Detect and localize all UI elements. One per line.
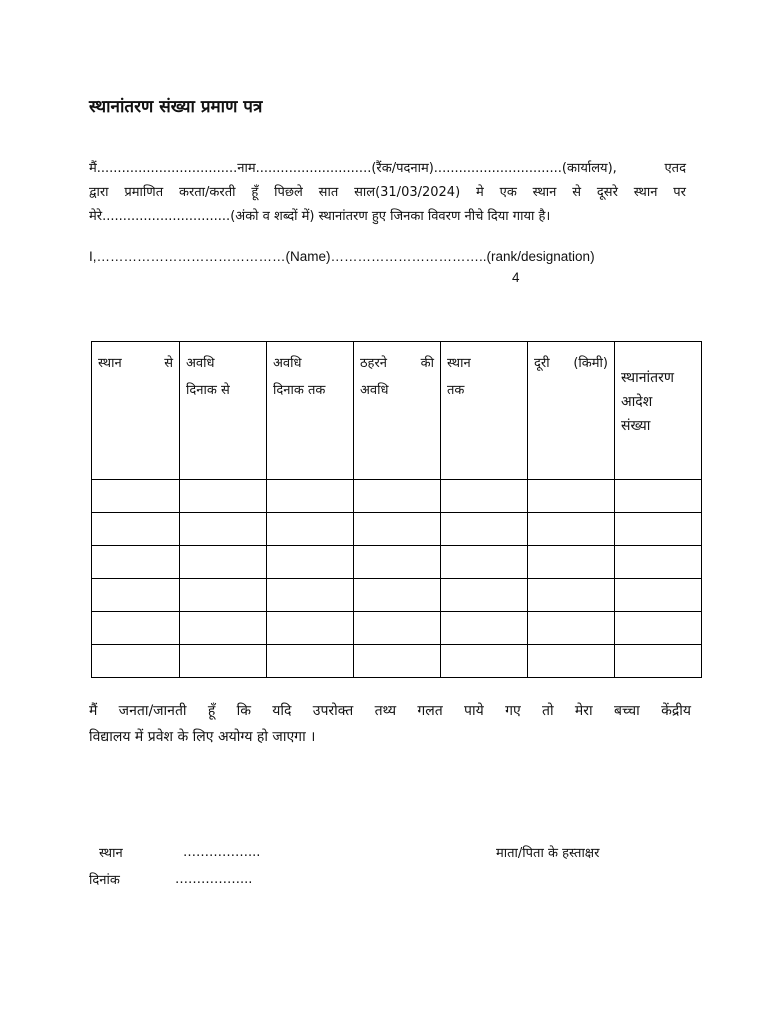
table-cell xyxy=(354,546,441,579)
table-cell xyxy=(180,645,267,678)
intro-line: मेरे...............................(अंको व शब्दों में) स्थानांतरण हुए जिनका विवरण नीचे दिया गाया है। xyxy=(89,209,551,224)
declaration-line: मैं जनता/जानती हूँ कि यदि उपरोक्त तथ्य गलत पाये गए तो मेरा बच्चा केंद्रीय xyxy=(89,703,691,719)
table-cell xyxy=(354,480,441,513)
table-cell xyxy=(354,513,441,546)
intro-english-line: I,……………………………………(Name)……………………………..(rank/designation) xyxy=(89,249,595,264)
table-cell xyxy=(441,546,528,579)
header-text: ठहरने की अवधि xyxy=(360,356,434,398)
header-text: दूरी (किमी) xyxy=(534,356,608,371)
table-cell xyxy=(615,612,702,645)
intro-line: द्वारा प्रमाणित करता/करती हूँ पिछले सात साल(31/03/2024) मे एक स्थान से दूसरे स्थान पर xyxy=(89,185,686,200)
header-distance xyxy=(528,342,615,480)
header-transfer-order-number xyxy=(615,342,702,480)
table-cell xyxy=(180,579,267,612)
header-text: स्थान से xyxy=(98,356,173,371)
table-cell xyxy=(528,612,615,645)
table-cell xyxy=(528,645,615,678)
table-cell xyxy=(528,513,615,546)
header-text: अवधि दिनाक से xyxy=(186,356,230,398)
table-cell xyxy=(267,579,354,612)
table-cell xyxy=(180,513,267,546)
declaration-paragraph xyxy=(89,698,691,750)
table-cell xyxy=(267,645,354,678)
table-header-row xyxy=(92,342,702,480)
table-cell xyxy=(354,579,441,612)
header-text: स्थान तक xyxy=(447,356,471,398)
table-cell xyxy=(354,645,441,678)
table-cell xyxy=(180,546,267,579)
table-cell xyxy=(180,480,267,513)
table-cell xyxy=(615,546,702,579)
table-cell xyxy=(441,513,528,546)
header-period-to xyxy=(267,342,354,480)
table-cell xyxy=(267,612,354,645)
place-blank: ……………... xyxy=(183,845,261,860)
intro-hindi-paragraph xyxy=(89,157,686,229)
table-row xyxy=(92,579,702,612)
page-number: 4 xyxy=(512,270,520,285)
date-blank: ……………... xyxy=(175,872,253,887)
table-cell xyxy=(615,480,702,513)
table-row xyxy=(92,513,702,546)
table-cell xyxy=(354,612,441,645)
header-text: अवधि दिनाक तक xyxy=(273,356,326,398)
header-period-from xyxy=(180,342,267,480)
header-to-place xyxy=(441,342,528,480)
date-label: दिनांक xyxy=(89,873,120,888)
table-cell xyxy=(528,579,615,612)
table-cell xyxy=(528,480,615,513)
table-cell xyxy=(92,579,180,612)
table-cell xyxy=(615,579,702,612)
table-cell xyxy=(92,645,180,678)
table-cell xyxy=(267,513,354,546)
header-stay-duration xyxy=(354,342,441,480)
table-row xyxy=(92,612,702,645)
table-cell xyxy=(441,645,528,678)
table-cell xyxy=(441,579,528,612)
table-row xyxy=(92,645,702,678)
table-cell xyxy=(441,612,528,645)
parent-signature-label: माता/पिता के हस्ताक्षर xyxy=(496,846,600,861)
table-cell xyxy=(615,513,702,546)
table-cell xyxy=(528,546,615,579)
document-title: स्थानांतरण संख्या प्रमाण पत्र xyxy=(89,97,263,117)
table-cell xyxy=(267,546,354,579)
table-cell xyxy=(92,546,180,579)
header-text: स्थानांतरण आदेश संख्या xyxy=(621,370,674,434)
table-cell xyxy=(615,645,702,678)
table-cell xyxy=(92,480,180,513)
declaration-line: विद्यालय में प्रवेश के लिए अयोग्य हो जाएगा । xyxy=(89,729,316,745)
place-label: स्थान xyxy=(99,846,123,861)
table-cell xyxy=(92,513,180,546)
table-cell xyxy=(180,612,267,645)
table-row xyxy=(92,480,702,513)
header-from-place xyxy=(92,342,180,480)
table-cell xyxy=(441,480,528,513)
transfer-table xyxy=(91,341,702,678)
table-cell xyxy=(92,612,180,645)
intro-line: मैं..................................नाम............................(रैंक/पदनाम)...............................(कार्यालय), एतद xyxy=(89,161,686,176)
table-cell xyxy=(267,480,354,513)
table-row xyxy=(92,546,702,579)
